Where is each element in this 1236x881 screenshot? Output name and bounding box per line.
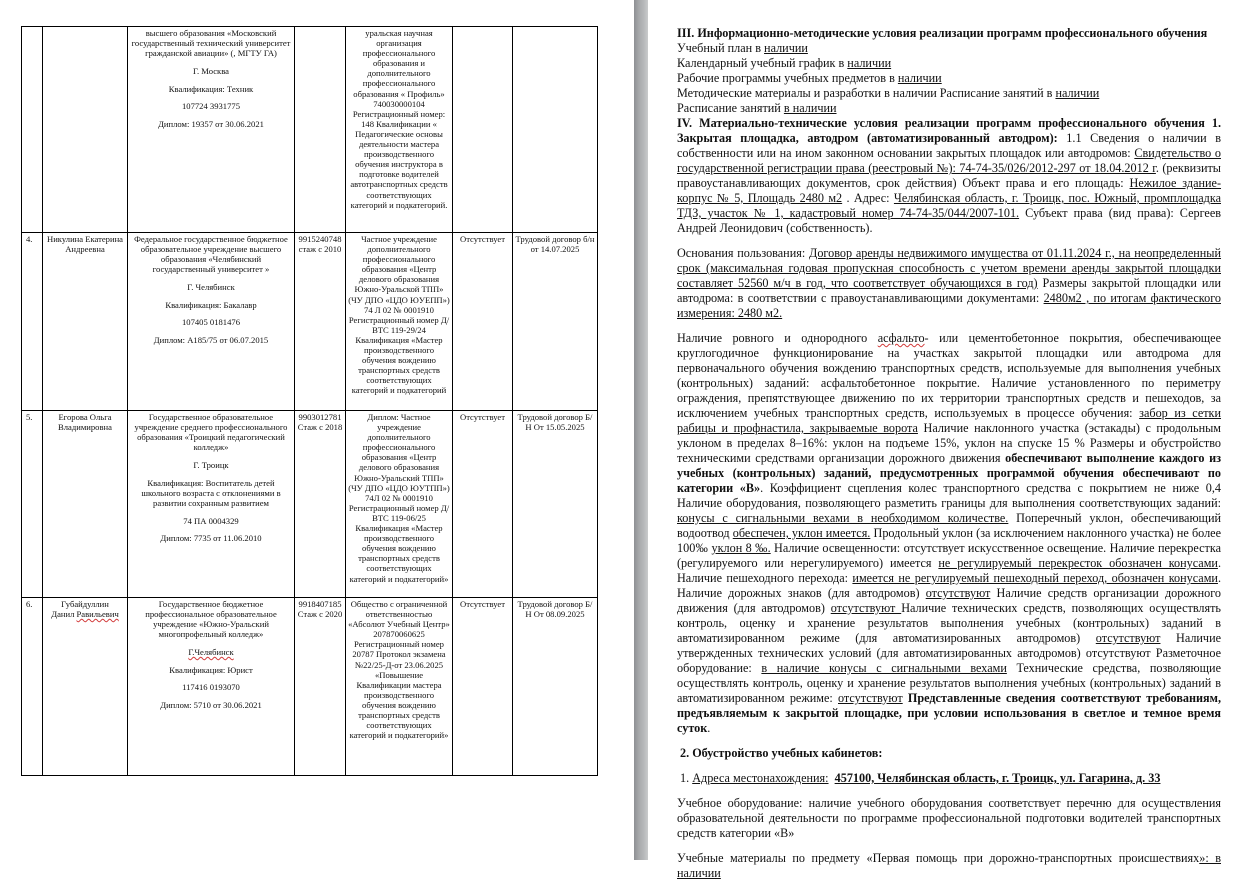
cell-employment: Трудовой договор б/н от 14.07.2025 <box>513 233 598 411</box>
cell-training: уральская научная организация профессионального образования и дополнительного профессионального образования « Профиль» 740030000104 Регистрационный номер: 148 Квалификации « Педагогические основы деятельности мастера производственного обучения инструктора в подготовке водителей автотранспортных средств соответствующих категорий и подкатегорий. <box>346 27 453 233</box>
cabinet-address: 1. Адреса местонахождения: 457100, Челябинская область, г. Троицк, ул. Гагарина, д. 33 <box>680 771 1161 785</box>
education-institution: Государственное образовательное учреждение среднего профессионального образования «Троицкий педагогический колледж» <box>134 412 288 453</box>
education-doc-number: 107724 3931775 <box>181 101 240 112</box>
cell-penalties: Отсутствует <box>453 598 513 776</box>
subsection-2-heading: 2. Обустройство учебных кабинетов: <box>680 746 883 760</box>
cell-employment <box>513 27 598 233</box>
table-row <box>22 411 598 598</box>
cell-penalties: Отсутствует <box>453 411 513 598</box>
table-row <box>22 233 598 411</box>
education-diploma: Диплом: 5710 от 30.06.2021 <box>160 700 262 711</box>
cell-education <box>128 411 295 598</box>
cell-name: Егорова Ольга Владимировна <box>43 411 128 598</box>
table-row <box>22 27 598 233</box>
section-3-item: Учебный план в наличии <box>677 41 808 55</box>
education-institution: Государственное бюджетное профессиональное образовательное учреждение «Южно-Уральский многопрофельный колледж» <box>145 599 277 640</box>
education-diploma: Диплом: А185/75 от 06.07.2015 <box>153 335 269 346</box>
cell-education <box>128 598 295 776</box>
cell-name: Губайдуллин Данил Равильевич <box>43 598 128 776</box>
education-qualification: Квалификация: Техник <box>168 83 254 94</box>
page-divider <box>634 0 648 860</box>
education-institution: Федеральное государственное бюджетное образовательное учреждение высшего образования «Челябинский государственный университет » <box>134 234 288 275</box>
education-city: Г. Троицк <box>193 459 229 470</box>
cell-license: 9918407185 Стаж с 2020 <box>295 598 346 776</box>
section-3-heading: III. Информационно-методические условия реализации программ профессионального обучения <box>677 26 1208 40</box>
staff-table <box>21 26 598 776</box>
table-row <box>22 598 598 776</box>
education-city: Г.Челябинск <box>188 646 234 657</box>
cell-license: 9915240748 стаж с 2010 <box>295 233 346 411</box>
education-institution: высшего образования «Московский государственный технический университет гражданской авиации» (, МГТУ ГА) <box>131 28 291 59</box>
section-3-item: Расписание занятий в наличии <box>677 101 837 115</box>
cell-name: Никулина Екатерина Андреевна <box>43 233 128 411</box>
cell-employment: Трудовой договор Б/Н От 15.05.2025 <box>513 411 598 598</box>
cell-license <box>295 27 346 233</box>
document-body <box>677 26 1221 881</box>
cell-name <box>43 27 128 233</box>
section-4-paragraph-3: Наличие ровного и однородного асфальто- или цементобетонное покрытия, обеспечивающее круглогодичное функционирование на участках закрытой площадки или автодрома для первоначального обучения вождению транспортных средств, используемые для выполнения учебных (контрольных) заданий: асфальтобетонное покрытие. Наличие установленного по периметру ограждения, препятствующее движению по их территории транспортных средств и пешеходов, за исключением учебных транспортных средств, используемых в процессе обучения: забор из сетки рабицы и профнастила, закрываемые ворота Наличие наклонного участка (эстакады) с продольным уклоном в пределах 8–16%: уклон на подъеме 15%, уклон на спуске 15 % Размеры и обустройство техническими средствами организации дорожного движения обеспечивают выполнение каждого из учебных (контрольных) заданий, предусмотренных программой обучения обеспечивают по категории «В». Коэффициент сцепления колес транспортного средства с покрытием не ниже 0,4 Наличие оборудования, позволяющего разметить границы для выполнения соответствующих заданий: конусы с сигнальными вехами в необходимом количестве. Поперечный уклон, обеспечивающий водоотвод обеспечен, уклон имеется. Продольный уклон (за исключением наклонного участка) не более 100‰ уклон 8 ‰. Наличие освещенности: отсутствует искусственное освещение. Наличие перекрестка (регулируемого или нерегулируемого) имеется не регулируемый перекресток обозначен конусами. Наличие пешеходного перехода: имеется не регулируемый пешеходный переход, обозначен конусами. Наличие дорожных знаков (для автодромов) отсутствуют Наличие средств организации дорожного движения (для автодромов) отсутствуют Наличие технических средств, позволяющих осуществлять контроль, оценку и хранение результатов выполнения учебных (контрольных) заданий в автоматизированном режиме (для автоматизированных автодромов) отсутствуют Наличие утвержденных технических условий (для автоматизированных автодромов) отсутствуют Разметочное оборудование: в наличие конусы с сигнальными вехами Технические средства, позволяющие осуществлять контроль, оценку и хранение результатов выполнения учебных (контрольных) заданий в автоматизированном режиме: отсутствуют Представленные сведения соответствуют требованиям, предъявляемым к закрытой площадке, при условии использования в светлое и темное время суток. <box>677 331 1222 735</box>
cell-penalties: Отсутствует <box>453 233 513 411</box>
equipment-paragraph: Учебное оборудование: наличие учебного оборудования соответствует перечню для осуществления образовательной деятельности по программе профессиональной подготовки водителей транспортных средств категории «В» <box>677 796 1221 840</box>
section-4-heading: IV. Материально-технические условия реализации программ профессионального обучения 1. Закрытая площадка, автодром (автоматизированный автодром): <box>677 116 1221 145</box>
cell-training: Частное учреждение дополнительного профессионального образования «Центр делового образования Южно-Уральской ТПП» (ЧУ ДПО «ЦДО ЮУЕПП») 74 Л 02 № 0001910 Регистрационный номер Д/ВТС 119-29/24 Квалификация «Мастер производственного обучения вождению транспортных средств соответствующих категорий и подкатегорий <box>346 233 453 411</box>
education-qualification: Квалификация: Юрист <box>169 664 253 675</box>
cell-number <box>22 27 43 233</box>
cell-number: 5. <box>22 411 43 598</box>
section-4-paragraph-1: IV. Материально-технические условия реализации программ профессионального обучения 1. Закрытая площадка, автодром (автоматизированный автодром): 1.1 Сведения о наличии в собственности или на ином законном основании закрытых площадок или автодромов: Свидетельство о государственной регистрации права (реестровый №): 74-74-35/026/2012-297 от 18.04.2012 г. (реквизиты правоустанавливающих документов, срок действия) Объект права и его площадь: Нежилое здание-корпус № 5, Площадь 2480 м2 . Адрес: Челябинская область, г. Троицк, пос. Южный, промплощадка ТДЗ, участок № 1, кадастровый номер 74-74-35/044/2007-101. Субъект права (вид права): Сергеев Андрей Леонидович (собственность). <box>677 116 1222 235</box>
cell-employment: Трудовой договор Б/Н От 08.09.2025 <box>513 598 598 776</box>
document-page-right <box>648 0 1236 880</box>
education-qualification: Квалификация: Воспитатель детей школьного возраста с отклонениями в развитии сохранным развитием <box>141 477 281 508</box>
education-city: Г. Челябинск <box>187 281 235 292</box>
education-diploma: Диплом: 7735 от 11.06.2010 <box>160 533 262 544</box>
education-doc-number: 74 ПА 0004329 <box>183 515 239 526</box>
section-4-paragraph-2: Основания пользования: Договор аренды недвижимого имущества от 01.11.2024 г., на неопределенный срок (максимальная годовая пропускная способность с учетом времени аренды закрытой площадки составляет 52560 м/ч в год, что соответствует обучающихся в год) Размеры закрытой площадки или автодрома: в соответствии с правоустанавливающими документами: 2480м2 , по итогам фактического измерения: 2480 м2. <box>677 246 1222 320</box>
education-qualification: Квалификация: Бакалавр <box>165 299 257 310</box>
section-3-item: Методические материалы и разработки в наличии Расписание занятий в наличии <box>677 86 1100 100</box>
section-3-item: Календарный учебный график в наличии <box>677 56 892 70</box>
cell-training: Диплом: Частное учреждение дополнительного профессионального образования «Центр делового образования Южно-Уральский ТПП» (ЧУ ДПО «ЦДО ЮУТПП») 74Л 02 № 0001910 Регистрационный номер Д/ВТС 119-06/25 Квалификация «Мастер производственного обучения вождению транспортных средств соответствующих категорий и подкатегорий» <box>346 411 453 598</box>
section-3-item: Рабочие программы учебных предметов в наличии <box>677 71 942 85</box>
education-city: Г. Москва <box>193 65 229 76</box>
cell-license: 9903012781 Стаж с 2018 <box>295 411 346 598</box>
cell-education <box>128 27 295 233</box>
cell-education <box>128 233 295 411</box>
education-diploma: Диплом: 19357 от 30.06.2021 <box>158 118 264 129</box>
materials-paragraph: Учебные материалы по предмету «Первая помощь при дорожно-транспортных происшествиях»: в наличии <box>677 851 1221 880</box>
education-doc-number: 117416 0193070 <box>182 682 240 693</box>
education-doc-number: 107405 0181476 <box>181 317 240 328</box>
cell-penalties <box>453 27 513 233</box>
cell-number: 4. <box>22 233 43 411</box>
cell-number: 6. <box>22 598 43 776</box>
cell-training: Общество с ограниченной ответственностью «Абсолют Учебный Центр» 207870060625 Регистрационный номер 20787 Протокол экзамена №22/25-Д-от 23.06.2025 «Повышение Квалификации мастера производственного обучения вождению транспортных средств соответствующих категорий и подкатегорий» <box>346 598 453 776</box>
